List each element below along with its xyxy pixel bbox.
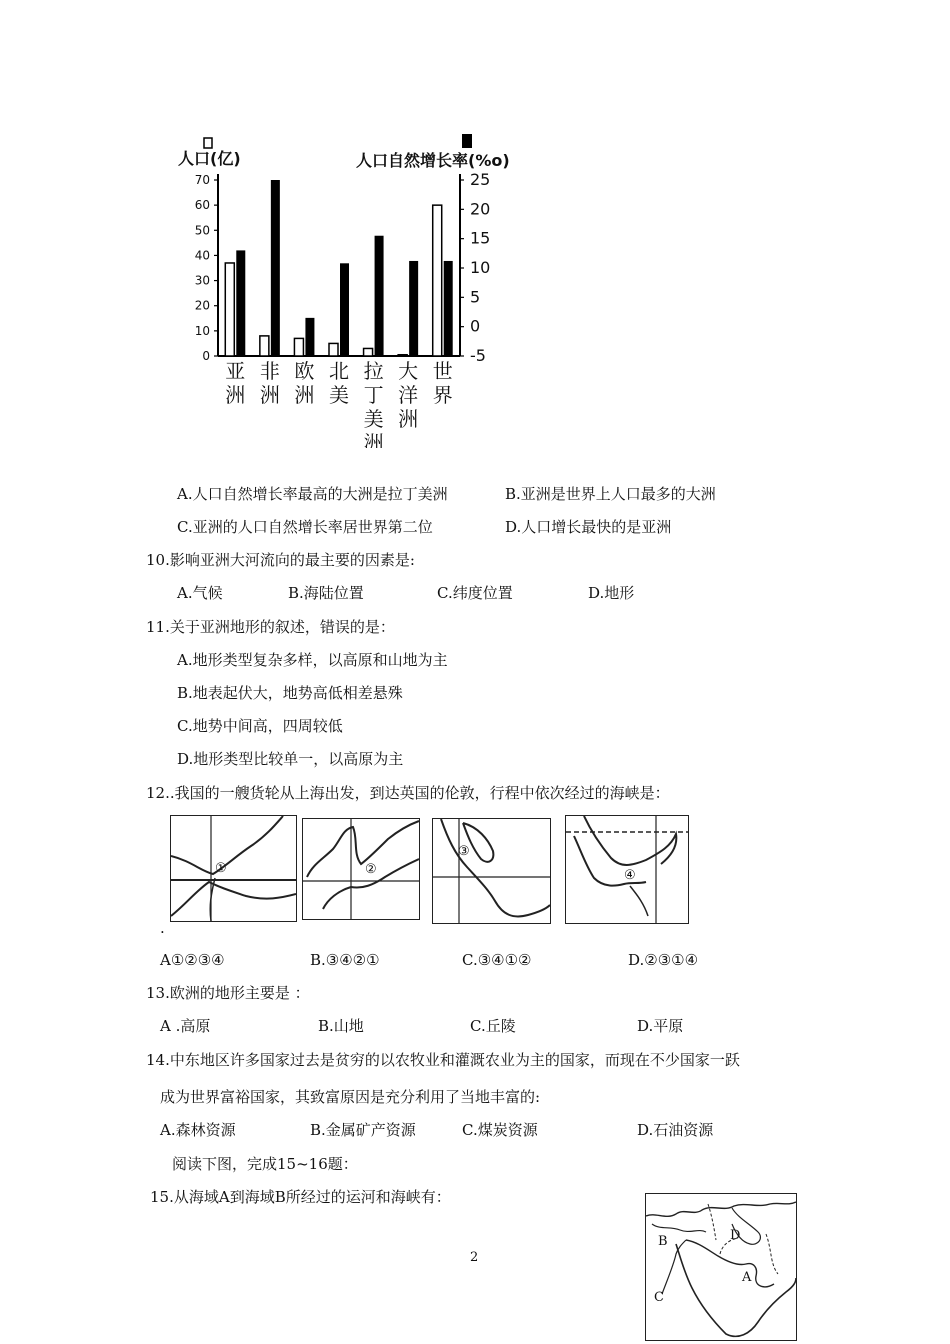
- left-tick-label: 40: [194, 248, 210, 263]
- population-bar: [364, 348, 373, 356]
- right-tick-label: 20: [470, 199, 491, 219]
- population-bar: [329, 343, 338, 356]
- q10-stem: 10.影响亚洲大河流向的最主要的因素是:: [146, 551, 415, 569]
- category-label-char: 拉: [363, 359, 384, 383]
- category-label-char: 洲: [225, 383, 246, 407]
- map-label-c: C: [654, 1290, 664, 1305]
- growth-rate-bar: [375, 236, 384, 356]
- q11-option-c[interactable]: C.地势中间高，四周较低: [177, 717, 343, 735]
- category-label-char: 亚: [225, 359, 246, 383]
- right-tick-label: 5: [470, 287, 481, 307]
- page-number: 2: [470, 1250, 479, 1265]
- strait-marker-1: ①: [215, 861, 227, 876]
- q12-option-c[interactable]: C.③④①②: [462, 951, 532, 969]
- category-label-char: 洲: [259, 383, 280, 407]
- q11-option-a[interactable]: A.地形类型复杂多样，以高原和山地为主: [177, 651, 448, 669]
- category-label-char: 丁: [363, 383, 384, 407]
- reading-instruction: 阅读下图，完成15~16题：: [172, 1155, 358, 1173]
- right-tick-label: 15: [470, 228, 491, 248]
- population-bar: [260, 336, 269, 356]
- category-label-char: 美: [363, 407, 384, 431]
- legend-swatch-growth-rate: [462, 134, 472, 148]
- map-label-b: B: [658, 1234, 668, 1249]
- map-label-d: D: [730, 1228, 741, 1243]
- q14-option-c[interactable]: C.煤炭资源: [462, 1121, 538, 1139]
- category-label-char: 大: [398, 359, 419, 383]
- strait-map-3-drawing: [433, 819, 550, 923]
- q9-option-a[interactable]: A.人口自然增长率最高的大洲是拉丁美洲: [177, 485, 448, 503]
- q12-option-a[interactable]: A①②③④: [160, 951, 225, 969]
- strait-map-1-drawing: [171, 816, 296, 921]
- q12-stem: 12..我国的一艘货轮从上海出发，到达英国的伦敦，行程中依次经过的海峡是：: [146, 784, 670, 802]
- category-label-char: 界: [432, 383, 453, 407]
- growth-rate-bar: [444, 261, 453, 356]
- left-tick-label: 20: [194, 298, 210, 313]
- left-tick-label: 10: [194, 323, 210, 338]
- population-chart: [170, 128, 600, 448]
- population-bar: [294, 338, 303, 356]
- growth-rate-bar: [340, 263, 349, 356]
- legend-swatch-population: [204, 138, 212, 148]
- q13-option-b[interactable]: B.山地: [318, 1017, 364, 1035]
- q11-option-b[interactable]: B.地表起伏大，地势高低相差悬殊: [177, 684, 403, 702]
- middle-east-map-drawing: [646, 1194, 796, 1340]
- q14-option-d[interactable]: D.石油资源: [637, 1121, 714, 1139]
- growth-rate-bar: [271, 180, 280, 356]
- q15-stem: 15.从海域A到海域B所经过的运河和海峡有：: [150, 1188, 451, 1206]
- category-label-char: 美: [329, 383, 349, 407]
- q13-stem: 13.欧洲的地形主要是 ：: [146, 984, 310, 1002]
- strait-marker-4: ④: [624, 868, 636, 883]
- category-label-char: 洋: [398, 383, 419, 407]
- q11-option-d[interactable]: D.地形类型比较单一，以高原为主: [177, 750, 404, 768]
- growth-rate-bar: [409, 261, 418, 356]
- q9-option-d[interactable]: D.人口增长最快的是亚洲: [505, 518, 672, 536]
- right-tick-label: 0: [470, 316, 481, 336]
- category-label-char: 世: [432, 359, 453, 383]
- left-tick-label: 0: [202, 349, 210, 363]
- map-label-a: A: [742, 1270, 752, 1285]
- stray-dot: .: [160, 919, 165, 937]
- category-label-char: 非: [259, 359, 280, 383]
- q14-option-a[interactable]: A.森林资源: [160, 1121, 236, 1139]
- population-bar: [398, 355, 407, 356]
- q14-stem-line-2: 成为世界富裕国家，其致富原因是充分利用了当地丰富的:: [160, 1088, 541, 1106]
- strait-map-1: [170, 815, 297, 922]
- right-axis-title: 人口自然增长率(%o): [356, 151, 510, 170]
- q14-stem-line-1: 14.中东地区许多国家过去是贫穷的以农牧业和灌溉农业为主的国家，而现在不少国家一跃: [146, 1051, 740, 1069]
- q10-option-d[interactable]: D.地形: [588, 584, 635, 602]
- left-tick-label: 70: [194, 173, 210, 187]
- category-label-char: 欧: [294, 359, 315, 383]
- q10-option-a[interactable]: A.气候: [177, 584, 223, 602]
- category-label-char: 洲: [294, 383, 315, 407]
- middle-east-map: [645, 1193, 797, 1341]
- population-bar: [433, 205, 442, 356]
- right-tick-label: 25: [470, 170, 491, 189]
- population-chart-svg: [170, 128, 600, 448]
- category-label-char: 北: [329, 359, 349, 383]
- right-tick-label: 10: [470, 258, 491, 277]
- left-tick-label: 60: [194, 198, 210, 213]
- strait-marker-2: ②: [365, 862, 377, 877]
- q9-option-c[interactable]: C.亚洲的人口自然增长率居世界第二位: [177, 518, 433, 536]
- q9-option-b[interactable]: B.亚洲是世界上人口最多的大洲: [505, 485, 716, 503]
- strait-map-2-drawing: [303, 819, 419, 919]
- left-tick-label: 30: [194, 273, 210, 288]
- strait-map-3: [432, 818, 551, 924]
- population-bar: [225, 263, 234, 356]
- q11-stem: 11.关于亚洲地形的叙述，错误的是：: [146, 618, 395, 636]
- category-label-char: 洲: [398, 407, 419, 431]
- q12-option-b[interactable]: B.③④②①: [310, 951, 380, 969]
- strait-marker-3: ③: [458, 844, 470, 859]
- strait-map-2: [302, 818, 420, 920]
- q13-option-c[interactable]: C.丘陵: [470, 1017, 516, 1035]
- q13-option-a[interactable]: A .高原: [160, 1017, 211, 1035]
- strait-map-4: [565, 815, 689, 924]
- category-label-char: 洲: [363, 431, 384, 448]
- q12-option-d[interactable]: D.②③①④: [628, 951, 699, 969]
- q10-option-b[interactable]: B.海陆位置: [288, 584, 364, 602]
- left-axis-title: 人口(亿): [178, 149, 241, 168]
- growth-rate-bar: [305, 318, 314, 356]
- growth-rate-bar: [236, 250, 245, 356]
- right-tick-label: -5: [470, 346, 486, 365]
- left-tick-label: 50: [194, 223, 210, 238]
- q10-option-c[interactable]: C.纬度位置: [437, 584, 513, 602]
- q14-option-b[interactable]: B.金属矿产资源: [310, 1121, 416, 1139]
- q13-option-d[interactable]: D.平原: [637, 1017, 684, 1035]
